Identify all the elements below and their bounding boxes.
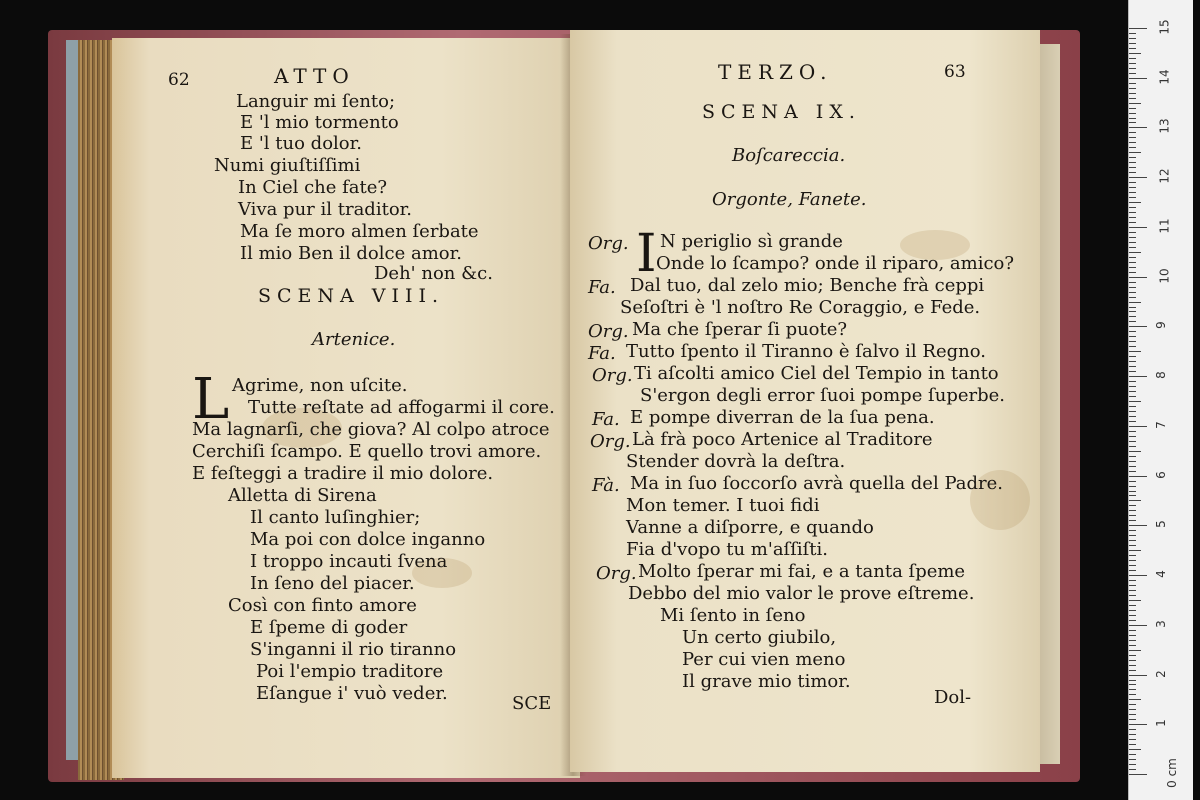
speaker-label: Org.	[592, 365, 633, 386]
ruler-tick	[1129, 292, 1136, 293]
scene-title: SCENA IX.	[702, 101, 861, 123]
ruler-tick	[1129, 187, 1136, 188]
ruler-tick	[1129, 421, 1136, 422]
ruler-tick	[1129, 630, 1136, 631]
ruler-tick	[1129, 680, 1136, 681]
ruler-tick	[1129, 297, 1136, 298]
ruler-tick	[1129, 416, 1136, 417]
ruler-tick	[1129, 371, 1136, 372]
running-header: TERZO.	[718, 60, 833, 84]
ruler-tick	[1129, 93, 1136, 94]
ruler-tick	[1129, 172, 1136, 173]
page-number: 62	[168, 70, 190, 90]
verse-line: E 'l tuo dolor.	[240, 133, 362, 154]
character-list: Orgonte, Fanete.	[712, 189, 867, 210]
ruler-tick	[1129, 386, 1136, 387]
speaker-label: Org.	[588, 233, 629, 254]
ruler-tick	[1129, 749, 1141, 750]
ruler-tick	[1129, 366, 1136, 367]
dialogue-line: Mi ſento in ſeno	[660, 605, 806, 626]
ruler-tick	[1129, 287, 1136, 288]
speaker-label: Fa.	[592, 409, 620, 430]
ruler-number: 8	[1153, 371, 1168, 379]
ruler-tick	[1129, 640, 1136, 641]
ruler-tick	[1129, 769, 1136, 770]
dialogue-line: N periglio sì grande	[660, 231, 843, 252]
ruler-tick	[1129, 157, 1136, 158]
verse-line: Numi giuſtiſſimi	[214, 155, 361, 176]
ruler-tick	[1129, 744, 1136, 745]
dialogue-line: Un certo giubilo,	[682, 627, 837, 648]
ruler-tick	[1129, 83, 1136, 84]
ruler-tick	[1129, 302, 1141, 303]
ruler-tick	[1129, 446, 1136, 447]
ruler-tick	[1129, 396, 1136, 397]
ruler-tick	[1129, 73, 1136, 74]
verse-line: Alletta di Sirena	[228, 485, 377, 506]
speaker-label: Org.	[590, 431, 631, 452]
scene-setting: Artenice.	[312, 329, 396, 350]
ruler-tick	[1129, 38, 1136, 39]
ruler-tick	[1129, 207, 1136, 208]
verse-line: Ma ſe moro almen ſerbate	[240, 221, 479, 242]
dialogue-line: Vanne a diſporre, e quando	[626, 517, 874, 538]
verse-line: Così con finto amore	[228, 595, 417, 616]
speaker-label: Fa.	[588, 277, 616, 298]
ruler-tick	[1129, 709, 1136, 710]
verse-line: Eſangue i' vuò veder.	[256, 683, 448, 704]
ruler-tick	[1129, 401, 1141, 402]
ruler-tick	[1129, 78, 1147, 79]
dialogue-line: E pompe diverran de la ſua pena.	[630, 407, 935, 428]
dialogue-line: Debbo del mio valor le prove eſtreme.	[628, 583, 975, 604]
ruler-tick	[1129, 132, 1136, 133]
ruler-tick	[1129, 545, 1136, 546]
ruler-tick	[1129, 98, 1136, 99]
scene-title: SCENA VIII.	[258, 285, 445, 307]
ruler-tick	[1129, 277, 1147, 278]
ruler-tick	[1129, 182, 1136, 183]
ruler-tick	[1129, 361, 1136, 362]
ruler-tick	[1129, 764, 1136, 765]
ruler-number: 5	[1153, 520, 1168, 529]
ruler-tick	[1129, 461, 1136, 462]
ruler-tick	[1129, 103, 1141, 104]
ruler-number: 12	[1157, 168, 1172, 184]
verse-line: Tutte reſtate ad affogarmi il core.	[248, 397, 555, 418]
ruler-tick	[1129, 505, 1136, 506]
ruler-tick	[1129, 555, 1136, 556]
ruler-tick	[1129, 774, 1147, 775]
ruler-tick	[1129, 660, 1136, 661]
ruler-number: 1	[1153, 719, 1168, 728]
drop-cap: I	[636, 224, 657, 284]
ruler-tick	[1129, 28, 1147, 29]
verse-line: Cerchiſi ſcampo. E quello trovi amore.	[192, 441, 542, 462]
ruler-tick	[1129, 381, 1136, 382]
measuring-ruler	[1128, 0, 1193, 800]
ruler-tick	[1129, 262, 1136, 263]
ruler-tick	[1129, 580, 1136, 581]
ruler-tick	[1129, 550, 1141, 551]
dialogue-line: S'ergon degli error ſuoi pompe ſuperbe.	[640, 385, 1005, 406]
speaker-label: Org.	[588, 321, 629, 342]
ruler-number: 0 cm	[1164, 758, 1179, 788]
ruler-tick	[1129, 590, 1136, 591]
ruler-number: 6	[1153, 470, 1168, 479]
ruler-tick	[1129, 734, 1136, 735]
ruler-tick	[1129, 560, 1136, 561]
ruler-tick	[1129, 615, 1136, 616]
ruler-tick	[1129, 341, 1136, 342]
ruler-number: 9	[1153, 321, 1168, 330]
ruler-tick	[1129, 167, 1136, 168]
verse-line: In ſeno del piacer.	[250, 573, 415, 594]
speaker-label: Org.	[596, 563, 637, 584]
ruler-tick	[1129, 411, 1136, 412]
ruler-tick	[1129, 525, 1147, 526]
dialogue-line: Molto ſperar mi fai, e a tanta ſpeme	[638, 561, 966, 582]
ruler-tick	[1129, 272, 1136, 273]
ruler-tick	[1129, 88, 1136, 89]
ruler-number: 10	[1157, 268, 1172, 284]
ruler-tick	[1129, 307, 1136, 308]
ruler-tick	[1129, 436, 1136, 437]
ruler-tick	[1129, 212, 1136, 213]
ruler-tick	[1129, 689, 1136, 690]
catchword: Dol-	[934, 687, 972, 708]
ruler-tick	[1129, 665, 1136, 666]
dialogue-line: Per cui vien meno	[682, 649, 846, 670]
verse-line: I troppo incauti ſvena	[250, 551, 448, 572]
ruler-tick	[1129, 376, 1147, 377]
verse-line: E ſpeme di goder	[250, 617, 408, 638]
ruler-tick	[1129, 714, 1136, 715]
ruler-tick	[1129, 570, 1136, 571]
ruler-tick	[1129, 137, 1136, 138]
ruler-tick	[1129, 535, 1136, 536]
ruler-tick	[1129, 127, 1147, 128]
ruler-number: 3	[1153, 619, 1168, 628]
left-page	[112, 38, 580, 778]
ruler-tick	[1129, 242, 1136, 243]
ruler-tick	[1129, 237, 1136, 238]
dialogue-line: Mon temer. I tuoi fidi	[626, 495, 820, 516]
ruler-number: 14	[1157, 69, 1172, 85]
ruler-tick	[1129, 754, 1136, 755]
verse-line: Ma poi con dolce inganno	[250, 529, 486, 550]
dialogue-line: Ma che ſperar ſi puote?	[632, 319, 848, 340]
ruler-tick	[1129, 540, 1136, 541]
right-page	[570, 30, 1040, 772]
ruler-tick	[1129, 510, 1136, 511]
ruler-tick	[1129, 694, 1136, 695]
ruler-number: 11	[1157, 218, 1172, 234]
ruler-tick	[1129, 491, 1136, 492]
ruler-tick	[1129, 202, 1141, 203]
ruler-tick	[1129, 451, 1141, 452]
ruler-tick	[1129, 431, 1136, 432]
ruler-tick	[1129, 759, 1136, 760]
dialogue-line: Tutto ſpento il Tiranno è ſalvo il Regno.	[626, 341, 986, 362]
ruler-tick	[1129, 63, 1136, 64]
ruler-tick	[1129, 356, 1136, 357]
ruler-tick	[1129, 625, 1147, 626]
ruler-tick	[1129, 650, 1141, 651]
ruler-tick	[1129, 675, 1147, 676]
ruler-tick	[1129, 635, 1136, 636]
ruler-tick	[1129, 699, 1141, 700]
ruler-tick	[1129, 346, 1136, 347]
dialogue-line: Là frà poco Artenice al Traditore	[632, 429, 933, 450]
ruler-tick	[1129, 515, 1136, 516]
ruler-tick	[1129, 719, 1136, 720]
ruler-tick	[1129, 177, 1147, 178]
ruler-tick	[1129, 575, 1147, 576]
ruler-tick	[1129, 147, 1136, 148]
speaker-label: Fa.	[588, 343, 616, 364]
ruler-tick	[1129, 605, 1136, 606]
ruler-tick	[1129, 585, 1136, 586]
ruler-tick	[1129, 192, 1136, 193]
ruler-tick	[1129, 724, 1147, 725]
dialogue-line: Dal tuo, dal zelo mio; Benche frà ceppi	[630, 275, 985, 296]
ruler-tick	[1129, 232, 1136, 233]
ruler-tick	[1129, 655, 1136, 656]
ruler-number: 2	[1153, 669, 1168, 678]
ruler-tick	[1129, 222, 1136, 223]
dialogue-line: Ti aſcolti amico Ciel del Tempio in tanto	[634, 363, 999, 384]
dialogue-line: Fia d'vopo tu m'aſſiſti.	[626, 539, 829, 560]
verse-line: Languir mi ſento;	[236, 91, 396, 112]
verse-line: Ma lagnarſi, che giova? Al colpo atroce	[192, 419, 550, 440]
dialogue-line: Stender dovrà la deſtra.	[626, 451, 846, 472]
ruler-tick	[1129, 118, 1136, 119]
ruler-tick	[1129, 227, 1147, 228]
ruler-tick	[1129, 252, 1141, 253]
ruler-tick	[1129, 247, 1136, 248]
ruler-tick	[1129, 58, 1136, 59]
dialogue-line: Ma in ſuo ſoccorſo avrà quella del Padre.	[630, 473, 1003, 494]
verse-line: E 'l mio tormento	[240, 112, 399, 133]
ruler-tick	[1129, 481, 1136, 482]
ruler-tick	[1129, 704, 1136, 705]
verse-line: In Ciel che fate?	[238, 177, 388, 198]
ruler-tick	[1129, 610, 1136, 611]
ruler-tick	[1129, 620, 1136, 621]
ruler-tick	[1129, 670, 1136, 671]
ruler-tick	[1129, 684, 1136, 685]
ruler-tick	[1129, 739, 1136, 740]
ruler-tick	[1129, 565, 1136, 566]
ruler-tick	[1129, 441, 1136, 442]
ruler-tick	[1129, 122, 1136, 123]
right-page-edges	[1038, 44, 1060, 764]
verse-line: Viva pur il traditor.	[238, 199, 413, 220]
ruler-tick	[1129, 471, 1136, 472]
ruler-tick	[1129, 486, 1136, 487]
ruler-tick	[1129, 282, 1136, 283]
ruler-tick	[1129, 645, 1136, 646]
ruler-number: 4	[1153, 570, 1168, 578]
ruler-tick	[1129, 729, 1136, 730]
ruler-tick	[1129, 495, 1136, 496]
ruler-tick	[1129, 595, 1136, 596]
ruler-tick	[1129, 162, 1136, 163]
ruler-number: 13	[1157, 118, 1172, 135]
ruler-tick	[1129, 267, 1136, 268]
ruler-tick	[1129, 476, 1147, 477]
page-number: 63	[944, 62, 966, 82]
ruler-tick	[1129, 321, 1136, 322]
ruler-tick	[1129, 43, 1136, 44]
ruler-tick	[1129, 68, 1136, 69]
ruler-tick	[1129, 391, 1136, 392]
verse-line: Poi l'empio traditore	[256, 661, 444, 682]
ruler-number: 15	[1157, 19, 1172, 35]
verse-line: Il canto luſinghier;	[250, 507, 421, 528]
ruler-tick	[1129, 311, 1136, 312]
verse-line: Agrime, non uſcite.	[232, 375, 408, 396]
verse-line: Il mio Ben il dolce amor.	[240, 243, 462, 264]
ruler-tick	[1129, 600, 1141, 601]
verse-line: E feſteggi a tradire il mio dolore.	[192, 463, 494, 484]
ruler-tick	[1129, 426, 1147, 427]
ruler-tick	[1129, 152, 1141, 153]
ruler-tick	[1129, 326, 1147, 327]
dialogue-line: Il grave mio timor.	[682, 671, 851, 692]
ruler-tick	[1129, 336, 1136, 337]
scene-setting: Boſcareccia.	[732, 145, 846, 166]
ruler-tick	[1129, 217, 1136, 218]
ruler-tick	[1129, 142, 1136, 143]
ruler-tick	[1129, 500, 1141, 501]
speaker-label: Fà.	[592, 475, 620, 496]
running-header: ATTO	[274, 64, 355, 88]
ruler-tick	[1129, 197, 1136, 198]
ruler-tick	[1129, 108, 1136, 109]
verse-line: S'inganni il rio tiranno	[250, 639, 457, 660]
ruler-tick	[1129, 406, 1136, 407]
dialogue-line: Onde lo ſcampo? onde il riparo, amico?	[656, 253, 1015, 274]
dialogue-line: Seſoſtri è 'l noſtro Re Coraggio, e Fede.	[620, 297, 981, 318]
verse-line: Deh' non &c.	[374, 263, 493, 284]
ruler-tick	[1129, 53, 1141, 54]
ruler-tick	[1129, 113, 1136, 114]
ruler-tick	[1129, 48, 1136, 49]
ruler-tick	[1129, 331, 1136, 332]
ruler-tick	[1129, 456, 1136, 457]
ruler-tick	[1129, 316, 1136, 317]
ruler-number: 7	[1153, 421, 1168, 429]
ruler-tick	[1129, 33, 1136, 34]
ruler-tick	[1129, 257, 1136, 258]
ruler-tick	[1129, 351, 1141, 352]
ruler-tick	[1129, 520, 1136, 521]
ruler-tick	[1129, 530, 1136, 531]
ruler-tick	[1129, 466, 1136, 467]
drop-cap: L	[192, 367, 230, 432]
catchword: SCE	[512, 693, 552, 714]
